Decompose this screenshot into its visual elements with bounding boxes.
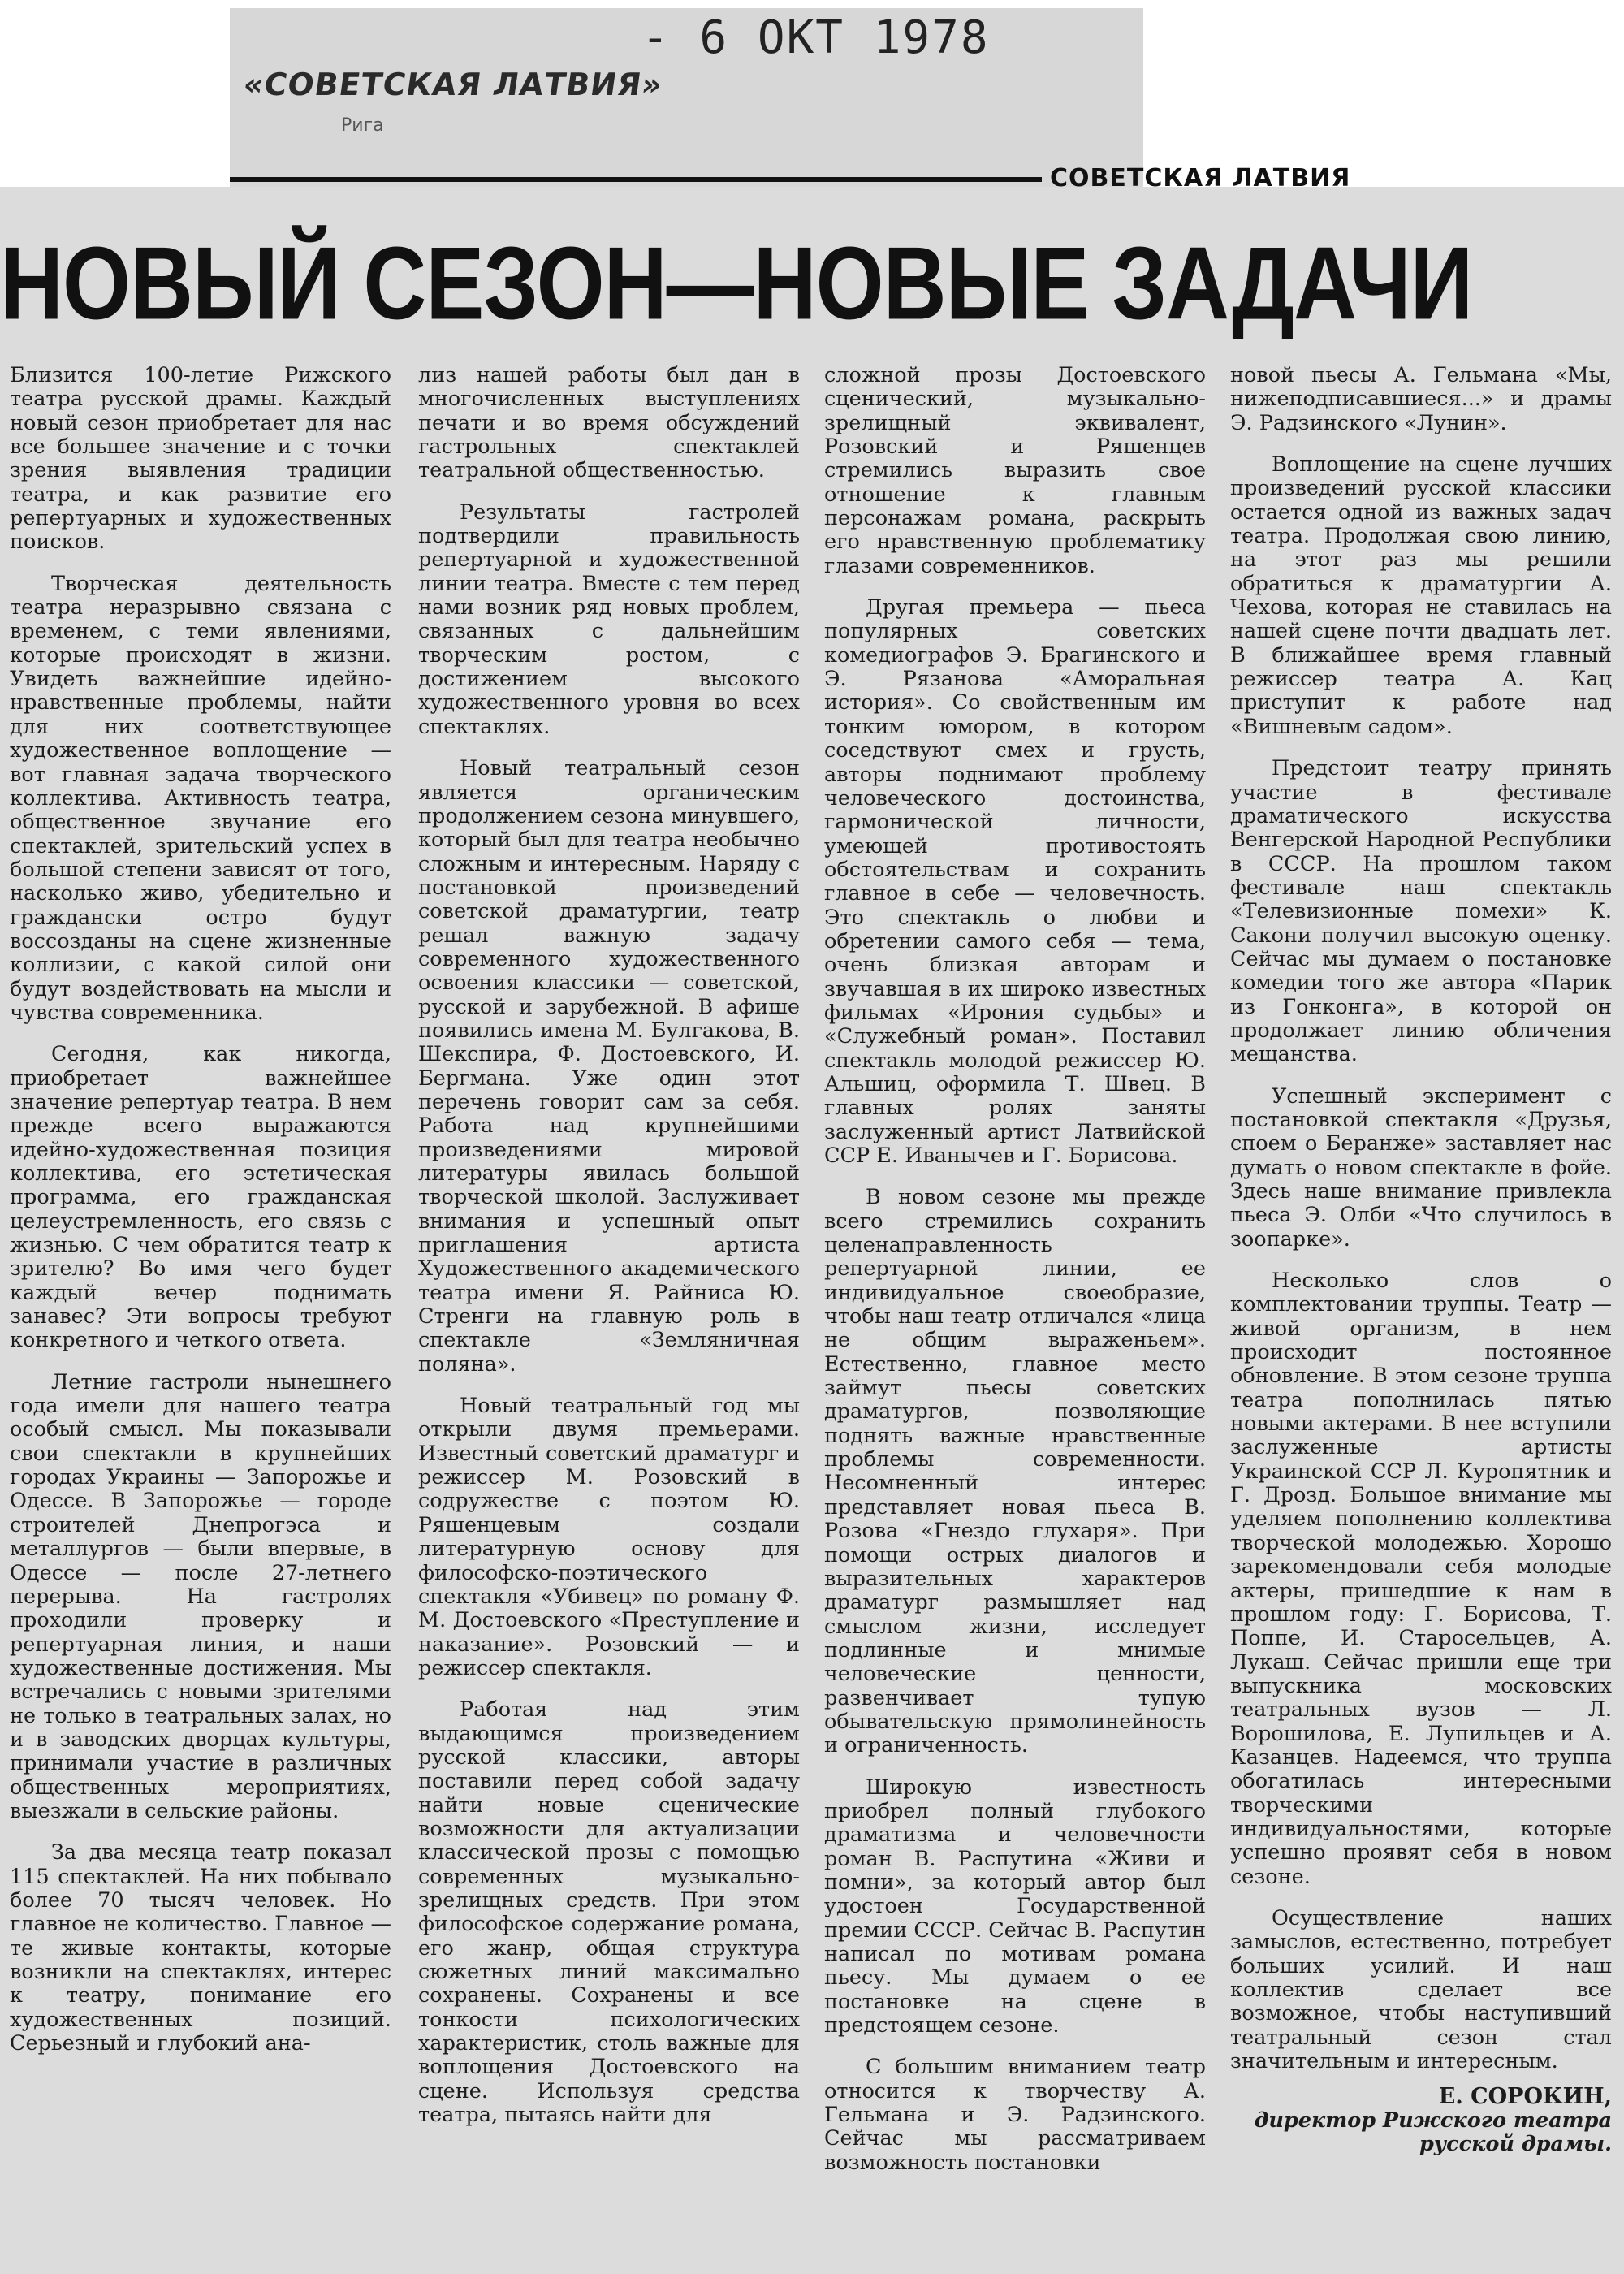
paragraph: С большим вниманием театр относится к творчеству А. Гельмана и Э. Радзинского. Сейчас мы рассматриваем возможность постановки xyxy=(824,2055,1206,2175)
article-signature xyxy=(1230,2085,1612,2156)
paragraph: Предстоит театру принять участие в фестивале драматического искусства Венгерской Народной Республики в СССР. На прошлом таком фестивале наш спектакль «Телевизионные помехи» К. Сакони получил высокую оценку. Сейчас мы думаем о постановке комедии того же автора «Парик из Гонконга», в которой он продолжает линию обличения мещанства. xyxy=(1230,756,1612,1067)
author-name: Е. СОРОКИН, xyxy=(1438,2084,1612,2110)
paragraph: лиз нашей работы был дан в многочисленных выступлениях печати и во время обсуждений гастрольных спектаклей театральной общественностью. xyxy=(418,364,800,483)
paragraph: Воплощение на сцене лучших произведений русской классики остается одной из важных задач театра. Продолжая свою линию, на этот раз мы решили обратиться к драматургии А. Чехова, которая не ставилась на нашей сцене почти двадцать лет. В ближайшее время главный режиссер театра А. Кац приступит к работе над «Вишневым садом». xyxy=(1230,452,1612,739)
paragraph: Работая над этим выдающимся произведением русской классики, авторы поставили перед собой задачу найти новые сценические возможности для актуализации классической прозы с помощью современных музыкально-зрелищных средств. При этом философское содержание романа, его жанр, общая структура сюжетных линий максимально сохранены. Сохранены и все тонкости психологических характеристик, столь важные для воплощения Достоевского на сцене. Используя средства театра, пытаясь найти для xyxy=(418,1697,800,2128)
article-column-2 xyxy=(418,364,800,2256)
masthead-paper-name: СОВЕТСКАЯ ЛАТВИЯ xyxy=(1050,164,1351,192)
date-stamp: - 6 ОКТ 1978 xyxy=(641,11,990,64)
article-headline: НОВЫЙ СЕЗОН—НОВЫЕ ЗАДАЧИ xyxy=(0,224,1473,341)
paragraph: Летние гастроли нынешнего года имели для нашего театра особый смысл. Мы показывали свои спектакли в крупнейших городах Украины — Запорожье и Одессе. В Запорожье — городе строителей Днепрогэса и металлургов — были впервые, в Одессе — после 27-летнего перерыва. На гастролях проходили проверку и репертуарная линия, и наши художественные достижения. Мы встречались с новыми зрителями не только в театральных залах, но и в заводских дворцах культуры, принимали участие в различных общественных мероприятиях, выезжали в сельские районы. xyxy=(10,1369,391,1823)
paragraph: Широкую известность приобрел полный глубокого драматизма и человечности роман В. Распутина «Живи и помни», за который автор был удостоен Государственной премии СССР. Сейчас В. Распутин написал по мотивам романа пьесу. Мы думаем о ее постановке на сцене в предстоящем сезоне. xyxy=(824,1775,1206,2038)
stamp-newspaper-name: «СОВЕТСКАЯ ЛАТВИЯ» xyxy=(240,67,665,102)
paragraph: За два месяца театр показал 115 спектаклей. На них побывало более 70 тысяч человек. Но главное не количество. Главное — те живые контакты, которые возникли на спектаклях, интерес к театру, понимание его художественных позиций. Серьезный и глубокий ана- xyxy=(10,1840,391,2056)
paragraph: Творческая деятельность театра неразрывно связана с временем, с теми явлениями, которые происходят в жизни. Увидеть важнейшие идейно-нравственные проблемы, найти для них соответствующее художественное воплощение — вот главная задача творческого коллектива. Активность театра, общественное звучание его спектаклей, зрительский успех в большой степени зависят от того, насколько живо, убедительно и граждански остро будут воссозданы на сцене жизненные коллизии, с какой силой они будут воздействовать на мысли и чувства современника. xyxy=(10,571,391,1025)
article-column-1 xyxy=(10,364,391,2256)
paragraph: Другая премьера — пьеса популярных советских комедиографов Э. Брагинского и Э. Рязанова «Аморальная история». Со свойственным им тонким юмором, в котором соседствуют смех и грусть, авторы поднимают проблему человеческого достоинства, гармонической личности, умеющей противостоять обстоятельствам и сохранить главное в себе — человечность. Это спектакль о любви и обретении самого себя — тема, очень близкая авторам и звучавшая в их широко известных фильмах «Ирония судьбы» и «Служебный роман». Поставил спектакль молодой режиссер Ю. Альшиц, оформила Т. Швец. В главных ролях заняты заслуженный артист Латвийской ССР Е. Иванычев и Г. Борисова. xyxy=(824,595,1206,1168)
masthead-rule xyxy=(230,177,1042,182)
paragraph: Сегодня, как никогда, приобретает важнейшее значение репертуар театра. В нем прежде всего выражаются идейно-художественная позиция коллектива, его эстетическая программа, его гражданская целеустремленность, его связь с жизнью. С чем обратится театр к зрителю? Во имя чего будет каждый вечер поднимать занавес? Эти вопросы требуют конкретного и четкого ответа. xyxy=(10,1042,391,1353)
paragraph: Результаты гастролей подтвердили правильность репертуарной и художественной линии театра. Вместе с тем перед нами возник ряд новых проблем, связанных с дальнейшим творческим ростом, с достижением высокого художественного уровня во всех спектаклях. xyxy=(418,499,800,739)
paragraph: Успешный эксперимент с постановкой спектакля «Друзья, споем о Беранже» заставляет нас думать о новом спектакле в фойе. Здесь наше внимание привлекла пьеса Э. Олби «Что случилось в зоопарке». xyxy=(1230,1083,1612,1252)
article-column-3 xyxy=(824,364,1206,2256)
paragraph: Осуществление наших замыслов, естественно, потребует больших усилий. И наш коллектив сделает все возможное, чтобы наступивший театральный сезон стал значительным и интересным. xyxy=(1230,1905,1612,2074)
paragraph: Близится 100-летие Рижского театра русской драмы. Каждый новый сезон приобретает для нас все большее значение и с точки зрения выявления традиции театра, и как развитие его репертуарных и художественных поисков. xyxy=(10,364,391,555)
stamp-city: Рига xyxy=(341,115,384,136)
paragraph: Новый театральный сезон является органическим продолжением сезона минувшего, который был для театра необычно сложным и интересным. Наряду с постановкой произведений советской драматургии, театр решал важную задачу современного художественного освоения классики — советской, русской и зарубежной. В афише появились имена М. Булгакова, В. Шекспира, Ф. Достоевского, И. Бергмана. Уже один этот перечень говорит сам за себя. Работа над крупнейшими произведениями мировой литературы явилась большой творческой школой. Заслуживает внимания и успешный опыт приглашения артиста Художественного академического театра имени Я. Райниса Ю. Стренги на главную роль в спектакле «Земляничная поляна». xyxy=(418,756,800,1377)
paragraph: Несколько слов о комплектовании труппы. Театр — живой организм, в нем происходит постоянное обновление. В этом сезоне труппа театра пополнилась пятью новыми актерами. В нее вступили заслуженные артисты Украинской ССР Л. Куропятник и Г. Дрозд. Большое внимание мы уделяем пополнению коллектива творческой молодежью. Хорошо зарекомендовали себя молодые актеры, пришедшие к нам в прошлом году: Г. Борисова, Т. Поппе, И. Старосельцев, А. Лукаш. Сейчас пришли еще три выпускника московских театральных вузов — Л. Ворошилова, Е. Лупильцев и А. Казанцев. Надеемся, что труппа обогатилась интересными творческими индивидуальностями, которые успешно проявят себя в новом сезоне. xyxy=(1230,1269,1612,1889)
author-title: директор Рижского театра русской драмы. xyxy=(1254,2108,1612,2157)
paragraph: В новом сезоне мы прежде всего стремились сохранить целенаправленность репертуарной линии, ее индивидуальное своеобразие, чтобы наш театр отличался «лица не общим выраженьем». Естественно, главное место займут пьесы советских драматургов, позволяющие поднять важные нравственные проблемы современности. Несомненный интерес представляет новая пьеса В. Розова «Гнездо глухаря». При помощи острых диалогов и выразительных характеров драматург размышляет над смыслом жизни, исследует подлинные и мнимые человеческие ценности, развенчивает тупую обывательскую прямолинейность и ограниченность. xyxy=(824,1185,1206,1758)
paragraph: новой пьесы А. Гельмана «Мы, нижеподписавшиеся...» и драмы Э. Радзинского «Лунин». xyxy=(1230,364,1612,435)
paragraph: Новый театральный год мы открыли двумя премьерами. Известный советский драматург и режиссер М. Розовский в содружестве с поэтом Ю. Ряшенцевым создали литературную основу для философско-поэтического спектакля «Убивец» по роману Ф. М. Достоевского «Преступление и наказание». Розовский — и режиссер спектакля. xyxy=(418,1394,800,1680)
paragraph: сложной прозы Достоевского сценический, музыкально-зрелищный эквивалент, Розовский и Ряшенцев стремились выразить свое отношение к главным персонажам романа, раскрыть его нравственную проблематику глазами современников. xyxy=(824,364,1206,578)
article-column-4 xyxy=(1230,364,1612,2256)
